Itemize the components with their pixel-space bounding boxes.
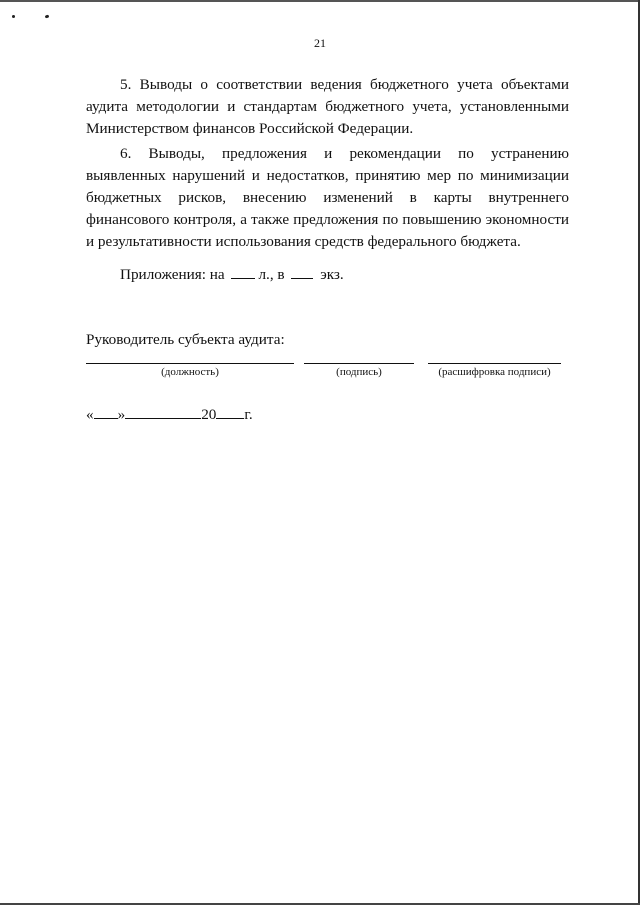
attachments-copies-suffix: экз. [320, 266, 344, 283]
position-caption: (должность) [161, 366, 219, 378]
month-blank [125, 404, 201, 419]
signature-line [304, 363, 414, 364]
scan-speck [45, 14, 50, 18]
paragraph-5: 5. Выводы о соответствии ведения бюджетного учета объектами аудита методологии и стандартам бюджетного учета, установленными Министерством финансов Российской Федерации. [86, 76, 569, 137]
date-close-quote: » [117, 406, 126, 423]
signature-caption: (подпись) [336, 366, 382, 378]
signature-decode-line [428, 363, 561, 364]
signature-decode-caption: (расшифровка подписи) [438, 366, 551, 378]
attachments-line [120, 264, 344, 284]
attachments-sheets-suffix: л., в [258, 266, 285, 283]
page-number: 21 [314, 36, 326, 50]
date-line [86, 404, 253, 424]
copies-blank [291, 264, 313, 279]
paragraph-6: 6. Выводы, предложения и рекомендации по устранению выявленных нарушений и недостатков, принятию мер по минимизации бюджетных рисков, внесению изменений в карты внутреннего финансового контроля, а также предложения по повышению экономности и результативности использования средств федерального бюджета. [86, 145, 569, 250]
scan-speck [12, 15, 15, 18]
date-open-quote: « [86, 406, 94, 423]
year-prefix: 20 [201, 406, 217, 423]
sheets-blank [231, 264, 255, 279]
head-of-audit-subject-label: Руководитель субъекта аудита: [86, 331, 285, 348]
position-line [86, 363, 294, 364]
year-blank [216, 404, 244, 419]
attachments-prefix: Приложения: на [120, 266, 225, 283]
page-edge-top [0, 0, 640, 2]
year-suffix: г. [244, 406, 253, 423]
day-blank [94, 404, 118, 419]
